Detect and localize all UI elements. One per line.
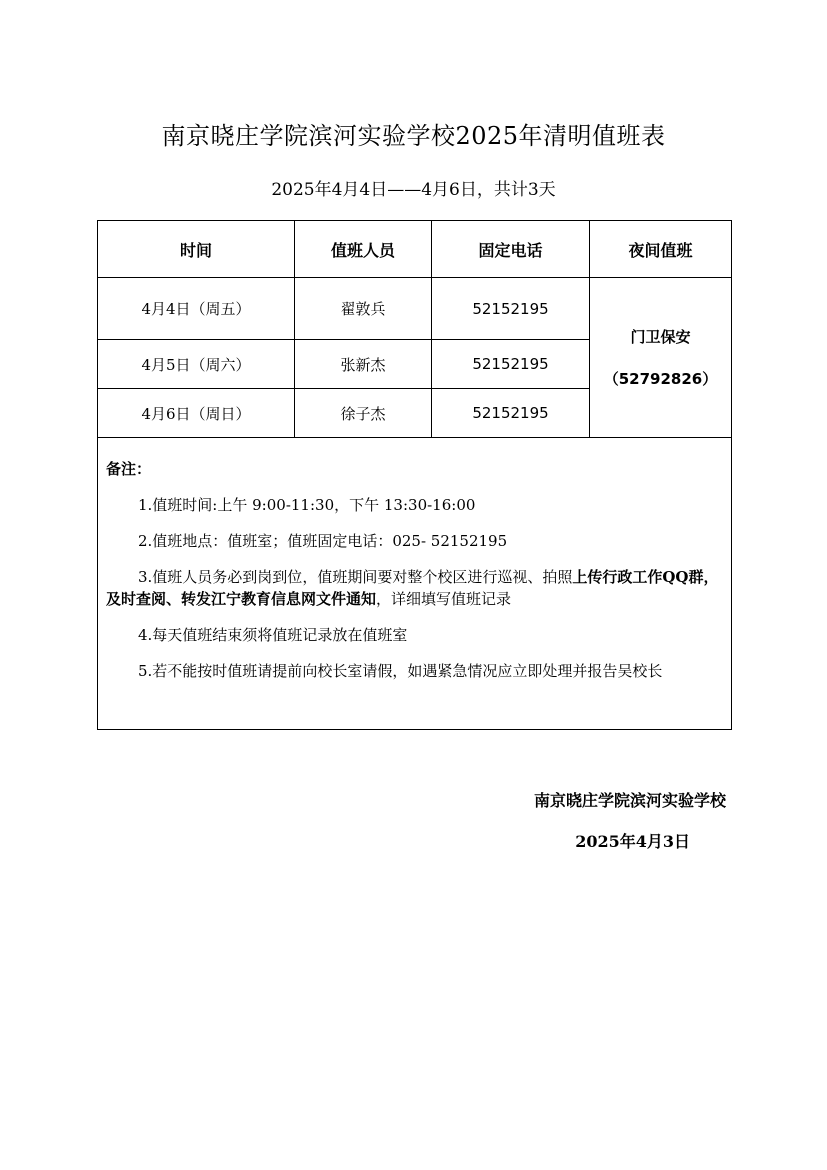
phone-cell: 52152195 xyxy=(432,340,590,389)
night-duty-cell xyxy=(590,278,732,438)
date-cell: 4月4日（周五） xyxy=(98,278,295,340)
phone-cell: 52152195 xyxy=(432,278,590,340)
notes-cell xyxy=(98,438,732,730)
note-item-3-suffix: ，详细填写值班记录 xyxy=(376,590,512,608)
night-duty-phone: （52792826） xyxy=(603,369,718,388)
date-range-subtitle: 2025年4月4日——4月6日，共计3天 xyxy=(271,180,556,200)
table-header-row xyxy=(98,221,732,278)
date-cell: 4月5日（周六） xyxy=(98,340,295,389)
signature-school: 南京晓庄学院滨河实验学校 xyxy=(533,791,726,810)
header-time: 时间 xyxy=(98,221,295,278)
person-cell: 徐子杰 xyxy=(295,389,432,438)
notes-heading: 备注： xyxy=(106,460,152,478)
phone-cell: 52152195 xyxy=(432,389,590,438)
header-phone: 固定电话 xyxy=(432,221,590,278)
document-title: 南京晓庄学院滨河实验学校2025年清明值班表 xyxy=(161,122,666,150)
note-item-2: 2.值班地点：值班室；值班固定电话：025- 52152195 xyxy=(138,532,508,550)
note-item-3 xyxy=(106,566,723,610)
note-item-3-text: 3.值班人员务必到岗到位，值班期间要对整个校区进行巡视、拍照 xyxy=(138,568,573,586)
signature-date: 2025年4月3日 xyxy=(575,832,690,851)
note-item-3-emphasis: 上传行政工作QQ群，及时查阅、转发江宁教育信息网文件通知 xyxy=(106,568,719,608)
person-cell: 翟敦兵 xyxy=(295,278,432,340)
header-night-duty: 夜间值班 xyxy=(590,221,732,278)
night-duty-label: 门卫保安 xyxy=(630,327,691,346)
duty-schedule-table xyxy=(97,220,732,730)
header-person: 值班人员 xyxy=(295,221,432,278)
note-item-1: 1.值班时间:上午 9:00-11:30，下午 13:30-16:00 xyxy=(138,496,476,514)
notes-row xyxy=(98,438,732,730)
person-cell: 张新杰 xyxy=(295,340,432,389)
note-item-5: 5.若不能按时值班请提前向校长室请假，如遇紧急情况应立即处理并报告吴校长 xyxy=(138,662,663,680)
table-row xyxy=(98,278,732,340)
date-cell: 4月6日（周日） xyxy=(98,389,295,438)
note-item-4: 4.每天值班结束须将值班记录放在值班室 xyxy=(138,626,408,644)
